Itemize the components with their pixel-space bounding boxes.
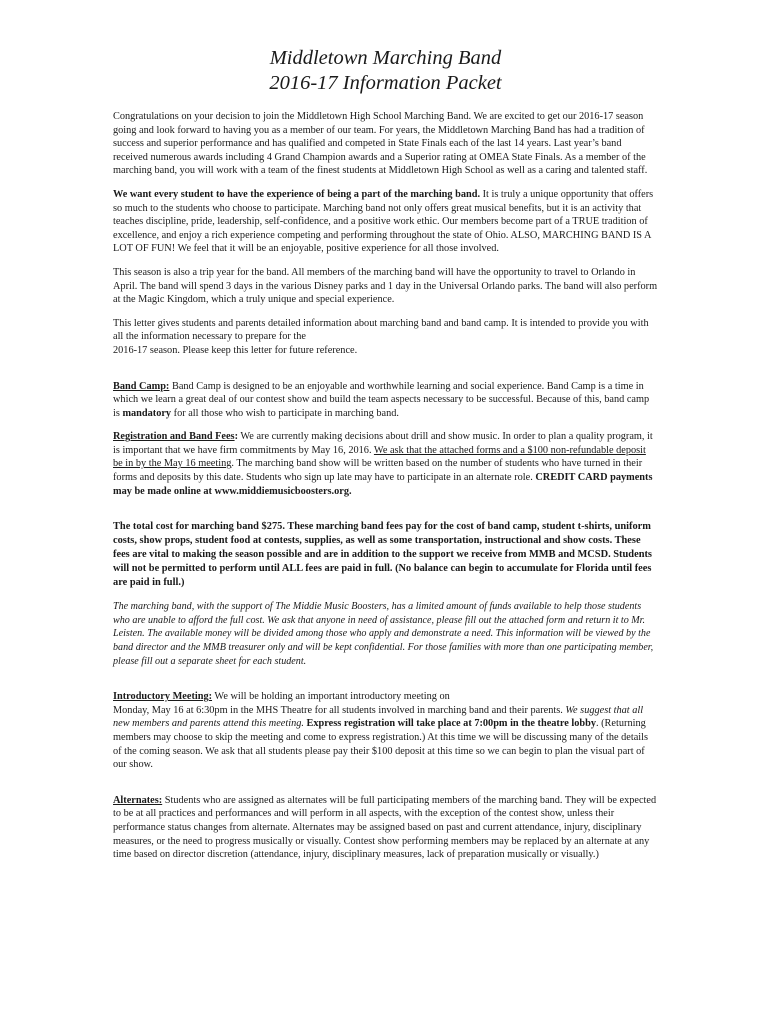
intro-paragraph-2 [113, 188, 658, 256]
band-camp-text-1: Band Camp is designed to be an enjoyable and worthwhile learning and social experience. Band Camp is a time in which we learn a great deal of our contest show and build the team aspects necessary to be successful. Because of this, band camp is [113, 380, 650, 419]
intro-paragraph-4a: This letter gives students and parents detailed information about marching band and band camp. It is intended to provide you with all the information necessary to prepare for the [113, 317, 649, 343]
band-camp-label: Band Camp: [113, 380, 170, 392]
meeting-suggestion: We suggest that all new members and parents attend this meeting. [113, 704, 644, 730]
band-camp-mandatory: mandatory [122, 407, 172, 419]
meeting-express-registration: Express registration will take place at 7:00pm in the theatre lobby [306, 718, 596, 730]
alternates-text: Students who are assigned as alternates will be full participating members of the marching band. They will be expected to be at all practices and performances and will perform in all aspects, with the exception of the contest show, unless their performance status changes from alternate. Alternates may be assigned based on past and current attendance, injury, disciplinary measures, or the need to progress musically or visually. Contest show performing members may be replaced by an alternate at any time based on director discretion (attendance, injury, disciplinary measures, lack of preparation musically or visually.) [113, 794, 657, 861]
intro-paragraph-1: Congratulations on your decision to join the Middletown High School Marching Band. We are excited to get our 2016-17 season going and look forward to having you as a member of our team. For years, the Middletown Marching Band has had a tradition of success and superior performance and has qualified and competed in State Finals each of the last 14 years. Last year’s band received numerous awards including 4 Grand Champion awards and a Superior rating at OMEA State Finals. As a member of the marching band, you will work with a team of the finest students at Middletown High School as well as a caring and talented staff. [113, 111, 648, 177]
alternates-section [113, 794, 658, 862]
registration-section [113, 430, 658, 498]
intro-paragraph-4 [113, 317, 658, 358]
meeting-section [113, 690, 658, 772]
alternates-label: Alternates: [113, 794, 163, 806]
meeting-text-1: We will be holding an important introductory meeting on [212, 691, 450, 703]
assistance-paragraph: The marching band, with the support of The Middie Music Boosters, has a limited amount of funds available to help those students who are unable to afford the full cost. We ask that anyone in need of assistance, please fill out the attached form and return it to Mr. Leisten. The available money will be divided among those who apply and demonstrate a need. This information will be viewed by the band director and the MMB treasurer only and will be kept confidential. For those families with more than one participating member, please fill out a separate sheet for each student. [113, 601, 654, 667]
meeting-text-2: Monday, May 16 at 6:30pm in the MHS Theatre for all students involved in marching band and their parents. [113, 704, 566, 716]
registration-text-2: . The marching band show will be written based on the number of students who have turned in their forms and deposits by this date. Students who sign up late may have to participate in an alternate role. [113, 458, 643, 484]
intro-paragraph-3: This season is also a trip year for the band. All members of the marching band will have the opportunity to travel to Orlando in April. The band will spend 3 days in the various Disney parks and 1 day in the Universal Orlando parks. The band will also perform at the Magic Kingdom, which a truly unique and special experience. [113, 266, 658, 306]
registration-deposit-deadline: We ask that the attached forms and a $100 non-refundable deposit be in by the May 16 meeting [113, 444, 646, 470]
intro-paragraph-2-rest: It is truly a unique opportunity that offers so much to the students who choose to participate. Marching band not only offers great musical benefits, but it is an activity that teaches discipline, pride, leadership, self-confidence, and a positive work ethic. Our members become part of a TRUE tradition of excellence, and enjoy a rich experience competing and performing throughout the state of Ohio. ALSO, MARCHING BAND IS A LOT OF FUN! We feel that it will be an enjoyable, positive experience for all those involved. [113, 188, 654, 255]
meeting-label: Introductory Meeting: [113, 691, 213, 703]
title-line-1: Middletown Marching Band [269, 47, 502, 69]
registration-label: Registration and Band Fees [113, 431, 235, 443]
band-camp-text-2: for all those who wish to participate in marching band. [171, 407, 399, 419]
band-camp-section [113, 380, 658, 421]
document-title [113, 46, 658, 96]
intro-paragraph-4b: 2016-17 season. Please keep this letter for future reference. [113, 344, 358, 356]
registration-credit-card-note: CREDIT CARD payments may be made online at www.middiemusicboosters.org. [113, 472, 653, 497]
intro-paragraph-2-lead: We want every student to have the experience of being a part of the marching band. [113, 188, 481, 200]
document-page [113, 46, 658, 862]
registration-text-1: We are currently making decisions about drill and show music. In order to plan a quality program, it is important that we have firm commitments by May 16, 2016. [113, 431, 653, 456]
cost-paragraph: The total cost for marching band $275. These marching band fees pay for the cost of band camp, student t-shirts, uniform costs, show props, student food at contests, supplies, as well as some transportation, instructional and show costs. These fees are vital to making the season possible and are in addition to the support we receive from MMB and MCSD. Students will not be permitted to perform until ALL fees are paid in full. (No balance can begin to accumulate for Florida until fees are paid in full.) [113, 521, 652, 589]
meeting-text-3: . (Returning members may choose to skip the meeting and come to express registration.) At this time we will be discussing many of the details of the coming season. We ask that all students please pay their $100 deposit at this time so we can begin to plan the visual part of our show. [113, 718, 649, 771]
registration-colon: : [234, 431, 239, 443]
title-line-2: 2016-17 Information Packet [269, 72, 502, 94]
